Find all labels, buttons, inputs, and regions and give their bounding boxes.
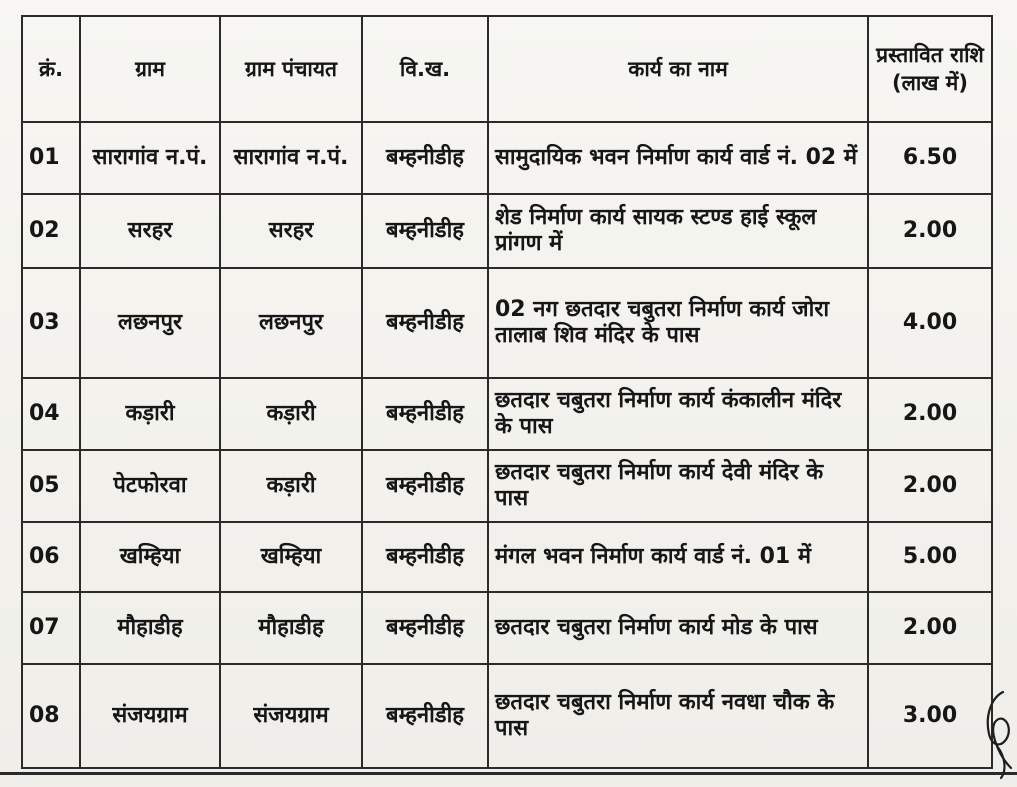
cell-work-name: 02 नग छतदार चबुतरा निर्माण कार्य जोरा तालाब शिव मंदिर के पास <box>488 268 868 378</box>
cell-gram-panchayat: संजयग्राम <box>220 664 362 768</box>
cell-gram-panchayat: सरहर <box>220 194 362 268</box>
cell-block: बम्हनीडीह <box>362 664 488 768</box>
cell-gram-panchayat: मौहाडीह <box>220 592 362 664</box>
cell-work-name: सामुदायिक भवन निर्माण कार्य वार्ड नं. 02 में <box>488 122 868 194</box>
header-work-name: कार्य का नाम <box>488 16 868 122</box>
table-row <box>22 378 992 450</box>
cell-serial: 07 <box>22 592 80 664</box>
cell-village: सारागांव न.पं. <box>80 122 220 194</box>
table-row <box>22 450 992 522</box>
cell-serial: 08 <box>22 664 80 768</box>
cell-serial: 03 <box>22 268 80 378</box>
cell-serial: 05 <box>22 450 80 522</box>
cell-village: मौहाडीह <box>80 592 220 664</box>
header-serial: क्रं. <box>22 16 80 122</box>
cell-block: बम्हनीडीह <box>362 592 488 664</box>
table-row <box>22 522 992 592</box>
cell-work-name: छतदार चबुतरा निर्माण कार्य नवधा चौक के पास <box>488 664 868 768</box>
table-row <box>22 268 992 378</box>
header-gram-panchayat: ग्राम पंचायत <box>220 16 362 122</box>
cell-village: लछनपुर <box>80 268 220 378</box>
cell-village: संजयग्राम <box>80 664 220 768</box>
cell-amount: 3.00 <box>868 664 992 768</box>
cell-amount: 2.00 <box>868 194 992 268</box>
cell-serial: 04 <box>22 378 80 450</box>
cell-amount: 6.50 <box>868 122 992 194</box>
table-row <box>22 194 992 268</box>
cell-block: बम्हनीडीह <box>362 268 488 378</box>
cell-village: कड़ारी <box>80 378 220 450</box>
cell-gram-panchayat: खम्हिया <box>220 522 362 592</box>
cell-gram-panchayat: कड़ारी <box>220 450 362 522</box>
cell-gram-panchayat: कड़ारी <box>220 378 362 450</box>
header-row <box>22 16 992 122</box>
cell-serial: 02 <box>22 194 80 268</box>
cell-block: बम्हनीडीह <box>362 194 488 268</box>
cell-block: बम्हनीडीह <box>362 522 488 592</box>
cell-work-name: छतदार चबुतरा निर्माण कार्य देवी मंदिर के पास <box>488 450 868 522</box>
cell-amount: 2.00 <box>868 592 992 664</box>
header-village: ग्राम <box>80 16 220 122</box>
cell-serial: 01 <box>22 122 80 194</box>
header-block: वि.ख. <box>362 16 488 122</box>
table-row <box>22 664 992 768</box>
cell-work-name: मंगल भवन निर्माण कार्य वार्ड नं. 01 में <box>488 522 868 592</box>
table-header <box>22 16 992 122</box>
cell-amount: 5.00 <box>868 522 992 592</box>
cell-gram-panchayat: सारागांव न.पं. <box>220 122 362 194</box>
cell-village: सरहर <box>80 194 220 268</box>
cell-amount: 2.00 <box>868 378 992 450</box>
cell-work-name: छतदार चबुतरा निर्माण कार्य मोड के पास <box>488 592 868 664</box>
table-row <box>22 592 992 664</box>
header-proposed-amount: प्रस्तावित राशि (लाख में) <box>868 16 992 122</box>
bottom-rule-line <box>0 772 1017 775</box>
cell-amount: 4.00 <box>868 268 992 378</box>
cell-serial: 06 <box>22 522 80 592</box>
cell-village: पेटफोरवा <box>80 450 220 522</box>
cell-block: बम्हनीडीह <box>362 122 488 194</box>
cell-block: बम्हनीडीह <box>362 450 488 522</box>
cell-gram-panchayat: लछनपुर <box>220 268 362 378</box>
works-table <box>21 15 993 769</box>
table-body <box>22 122 992 768</box>
table-row <box>22 122 992 194</box>
cell-work-name: शेड निर्माण कार्य सायक स्टण्ड हाई स्कूल प्रांगण में <box>488 194 868 268</box>
cell-village: खम्हिया <box>80 522 220 592</box>
cell-block: बम्हनीडीह <box>362 378 488 450</box>
cell-amount: 2.00 <box>868 450 992 522</box>
cell-work-name: छतदार चबुतरा निर्माण कार्य कंकालीन मंदिर के पास <box>488 378 868 450</box>
signature-mark <box>977 686 1017 781</box>
